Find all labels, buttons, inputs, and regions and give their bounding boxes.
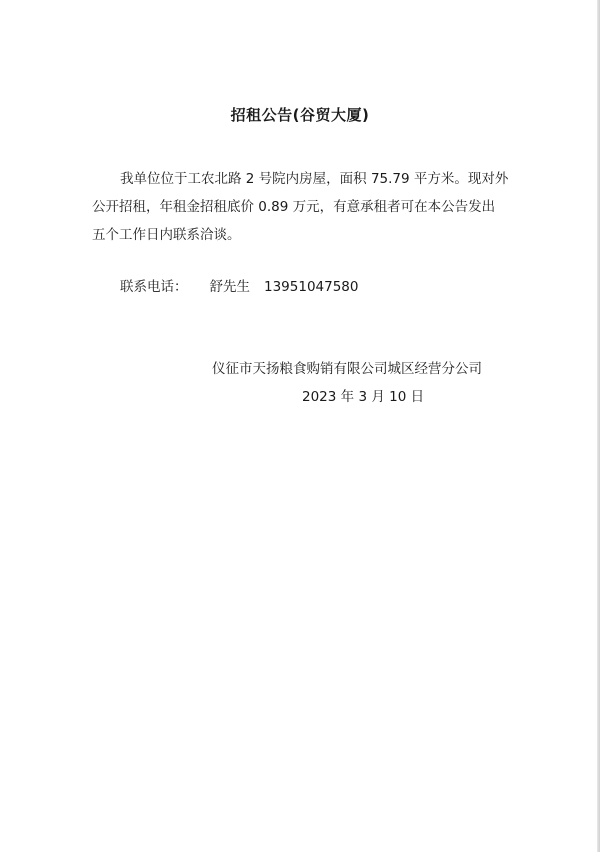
- contact-label: 联系电话：: [120, 279, 188, 295]
- body-line-1: 我单位位于工农北路 2 号院内房屋，面积 75.79 平方米。现对外: [120, 171, 509, 187]
- body-line-3: 五个工作日内联系洽谈。: [92, 227, 241, 243]
- issuing-organization: 仪征市天扬粮食购销有限公司城区经营分公司: [212, 361, 482, 377]
- contact-phone: 13951047580: [264, 279, 359, 295]
- body-line-2: 公开招租，年租金招租底价 0.89 万元，有意承租者可在本公告发出: [92, 199, 496, 215]
- notice-body: [92, 165, 512, 249]
- notice-title: 招租公告(谷贸大厦): [230, 106, 370, 124]
- contact-name: 舒先生: [209, 279, 250, 295]
- issue-date: 2023 年 3 月 10 日: [302, 389, 425, 405]
- contact-line: [120, 276, 358, 298]
